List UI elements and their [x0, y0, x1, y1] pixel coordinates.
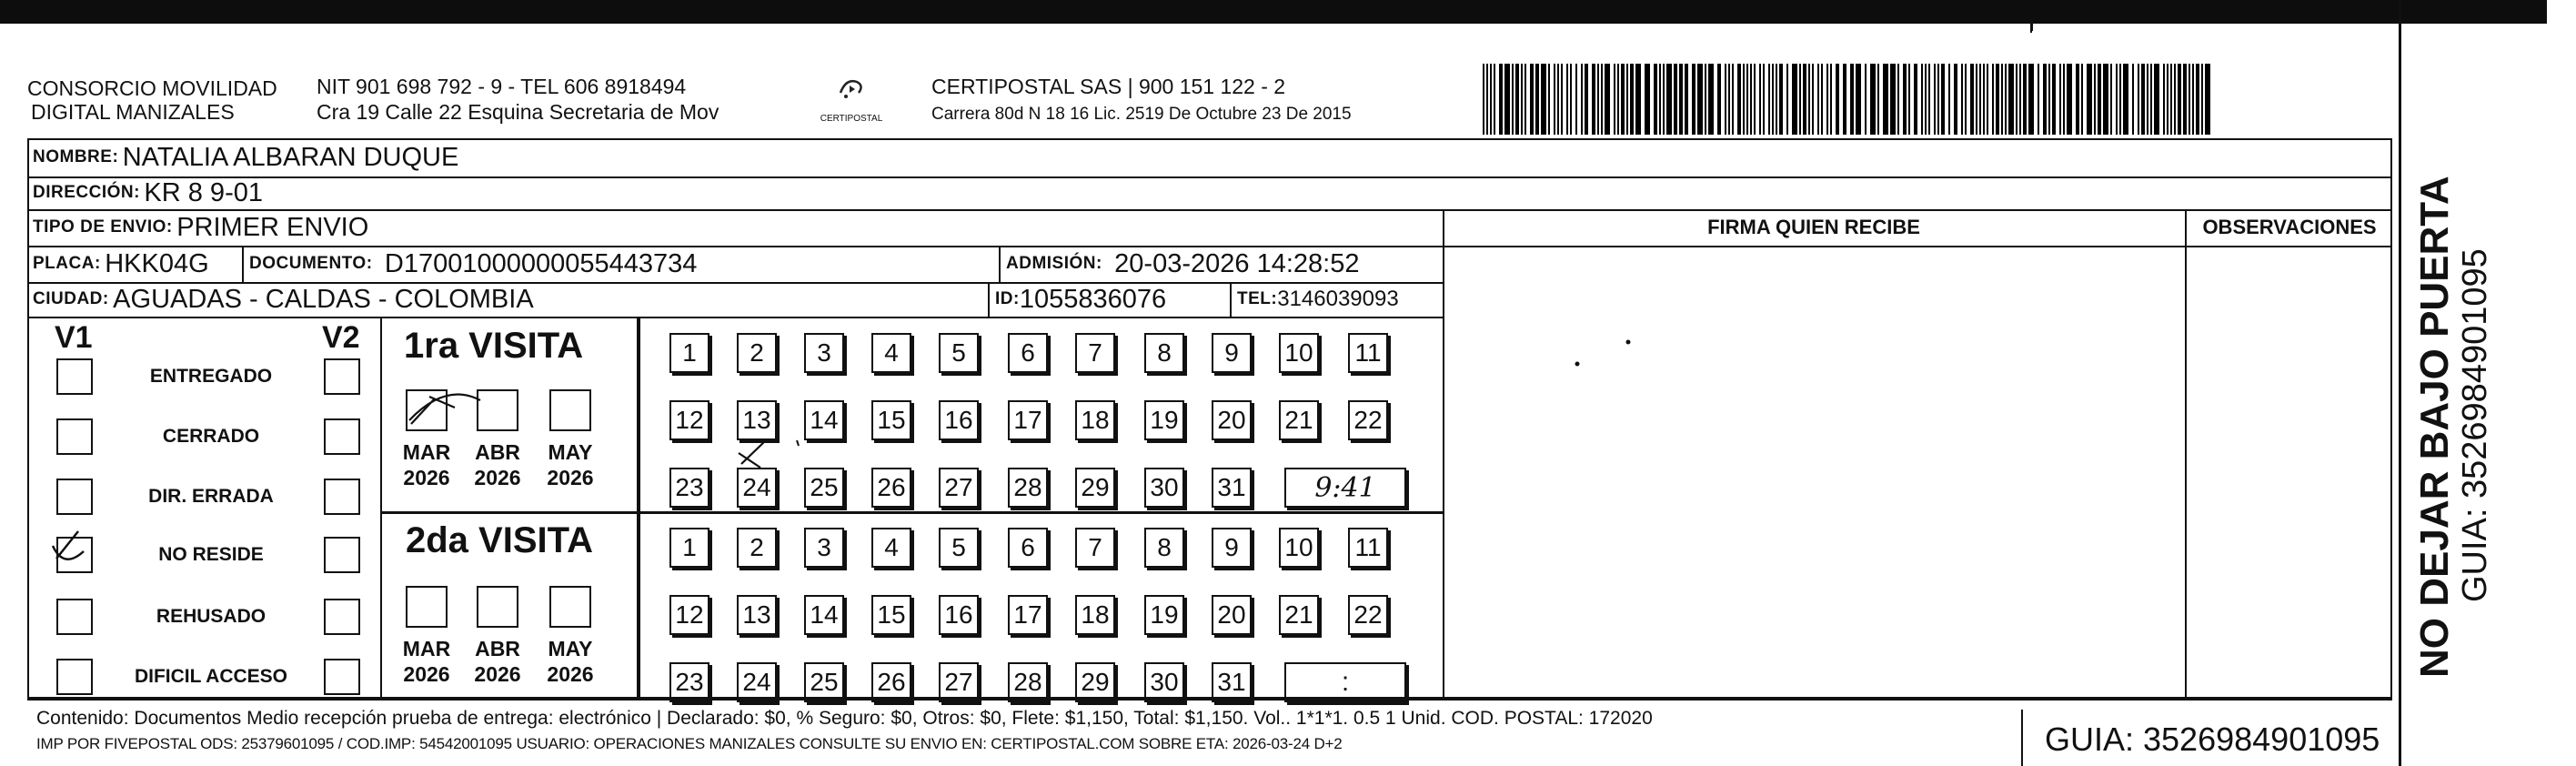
day-box[interactable]: 17 — [1008, 595, 1048, 635]
carrier-address: Carrera 80d N 18 16 Lic. 2519 De Octubre 23 De 2015 — [931, 105, 1352, 124]
day-box[interactable]: 27 — [939, 662, 979, 702]
day-box[interactable]: 6 — [1008, 333, 1048, 373]
admision-label: ADMISIÓN: — [1006, 254, 1102, 273]
day-box[interactable]: 1 — [669, 528, 709, 568]
month-label: MAR — [402, 440, 451, 464]
second-visit-title: 2da VISITA — [406, 520, 593, 560]
day-box[interactable]: 10 — [1279, 528, 1319, 568]
day-box[interactable]: 26 — [871, 468, 911, 508]
day-box[interactable]: 5 — [939, 528, 979, 568]
day-box[interactable]: 5 — [939, 333, 979, 373]
day-box[interactable]: 22 — [1348, 400, 1388, 440]
month-label: MAY — [548, 637, 593, 660]
day-box[interactable]: 16 — [939, 595, 979, 635]
documento-label: DOCUMENTO: — [249, 254, 373, 273]
day-box[interactable]: 23 — [669, 468, 709, 508]
id-label: ID: — [995, 289, 1020, 308]
id-value: 1055836076 — [1019, 284, 1167, 314]
month-label: MAY — [548, 440, 593, 464]
day-box[interactable]: 4 — [871, 333, 911, 373]
v1-header: V1 — [55, 320, 93, 355]
day-box[interactable]: 13 — [737, 400, 777, 440]
day-box[interactable]: 12 — [669, 595, 709, 635]
day-box[interactable]: 3 — [804, 333, 844, 373]
documento-value: D17001000000055443734 — [384, 248, 698, 278]
year-label: 2026 — [474, 466, 521, 489]
company-name-line2: DIGITAL MANIZALES — [31, 100, 235, 124]
day-box[interactable]: 2 — [737, 333, 777, 373]
day-box[interactable]: 20 — [1212, 400, 1252, 440]
year-label: 2026 — [403, 466, 450, 489]
year-label: 2026 — [547, 466, 594, 489]
day-box[interactable]: 6 — [1008, 528, 1048, 568]
day-box[interactable]: 11 — [1348, 333, 1388, 373]
rule — [2021, 710, 2023, 766]
nombre-value: NATALIA ALBARAN DUQUE — [122, 142, 459, 172]
day-box[interactable]: 15 — [871, 595, 911, 635]
year-label: 2026 — [403, 662, 450, 686]
logo-caption: CERTIPOSTAL — [820, 114, 883, 124]
ciudad-value: AGUADAS - CALDAS - COLOMBIA — [113, 284, 534, 314]
day-box[interactable]: 18 — [1075, 400, 1115, 440]
day-box[interactable]: 28 — [1008, 662, 1048, 702]
day-box[interactable]: 3 — [804, 528, 844, 568]
tipo-value: PRIMER ENVIO — [176, 212, 369, 242]
day-box[interactable]: 7 — [1075, 528, 1115, 568]
day-box[interactable]: 24 — [737, 468, 777, 508]
time-box[interactable]: 9:41 — [1284, 468, 1406, 508]
day-box[interactable]: 27 — [939, 468, 979, 508]
company-nit: NIT 901 698 792 - 9 - TEL 606 8918494 — [317, 75, 687, 98]
time-box[interactable]: : — [1284, 662, 1406, 702]
day-box[interactable]: 2 — [737, 528, 777, 568]
day-box[interactable]: 22 — [1348, 595, 1388, 635]
day-box[interactable]: 19 — [1144, 595, 1184, 635]
contenido-line: Contenido: Documentos Medio recepción prueba de entrega: electrónico | Declarado: $0, % Seguro: $0, Otros: $0, Flete: $1,150, Total: $1,150. Vol.. 1*1*1. 0.5 1 Unid. COD. POSTAL: 172020 — [36, 708, 1653, 729]
day-box[interactable]: 9 — [1212, 528, 1252, 568]
ciudad-label: CIUDAD: — [33, 289, 109, 308]
status-label: DIR. ERRADA — [148, 486, 274, 507]
day-box[interactable]: 19 — [1144, 400, 1184, 440]
day-box[interactable]: 30 — [1144, 468, 1184, 508]
firma-header: FIRMA QUIEN RECIBE — [1707, 216, 1920, 238]
placa-label: PLACA: — [33, 254, 101, 273]
day-box[interactable]: 9 — [1212, 333, 1252, 373]
month-label: ABR — [475, 637, 520, 660]
day-box[interactable]: 14 — [804, 400, 844, 440]
imp-line: IMP POR FIVEPOSTAL ODS: 25379601095 / COD.IMP: 54542001095 USUARIO: OPERACIONES MANIZALES CONSULTE SU ENVIO EN: CERTIPOSTAL.COM SOBRE ETA: 2026-03-24 D+2 — [36, 735, 1343, 752]
day-box[interactable]: 26 — [871, 662, 911, 702]
year-label: 2026 — [547, 662, 594, 686]
placa-value: HKK04G — [105, 248, 209, 278]
day-box[interactable]: 16 — [939, 400, 979, 440]
status-label: REHUSADO — [156, 606, 267, 627]
tipo-label: TIPO DE ENVIO: — [33, 217, 173, 237]
day-box[interactable]: 31 — [1212, 662, 1252, 702]
day-box[interactable]: 21 — [1279, 595, 1319, 635]
day-box[interactable]: 18 — [1075, 595, 1115, 635]
no-dejar-bajo-puerta: NO DEJAR BAJO PUERTA — [2412, 176, 2457, 678]
direccion-value: KR 8 9-01 — [144, 177, 263, 207]
day-box[interactable]: 29 — [1075, 662, 1115, 702]
day-box[interactable]: 29 — [1075, 468, 1115, 508]
rule — [27, 699, 2392, 700]
day-box[interactable]: 21 — [1279, 400, 1319, 440]
day-box[interactable]: 24 — [737, 662, 777, 702]
company-name-line1: CONSORCIO MOVILIDAD — [27, 76, 277, 100]
month-label: MAR — [402, 637, 451, 660]
day-box[interactable]: 31 — [1212, 468, 1252, 508]
direccion-label: DIRECCIÓN: — [33, 183, 140, 202]
status-label: ENTREGADO — [149, 366, 273, 387]
first-visit-title: 1ra VISITA — [404, 326, 584, 366]
status-label: NO RESIDE — [158, 544, 264, 565]
day-box[interactable]: 7 — [1075, 333, 1115, 373]
day-box[interactable]: 8 — [1144, 528, 1184, 568]
admision-value: 20-03-2026 14:28:52 — [1114, 248, 1360, 278]
day-box[interactable]: 12 — [669, 400, 709, 440]
carrier-name: CERTIPOSTAL SAS | 900 151 122 - 2 — [931, 75, 1286, 98]
day-box[interactable]: 4 — [871, 528, 911, 568]
day-box[interactable]: 30 — [1144, 662, 1184, 702]
day-box[interactable]: 25 — [804, 662, 844, 702]
day-box[interactable]: 28 — [1008, 468, 1048, 508]
day-box[interactable]: 25 — [804, 468, 844, 508]
day-box[interactable]: 1 — [669, 333, 709, 373]
status-label: CERRADO — [162, 426, 260, 447]
company-address: Cra 19 Calle 22 Esquina Secretaria de Mov — [317, 100, 719, 124]
day-box[interactable]: 17 — [1008, 400, 1048, 440]
day-box[interactable]: 15 — [871, 400, 911, 440]
tel-value: 3146039093 — [1277, 287, 1399, 311]
side-guia: GUIA: 3526984901095 — [2456, 248, 2494, 602]
day-box[interactable]: 8 — [1144, 333, 1184, 373]
footer-guia: GUIA: 3526984901095 — [2045, 721, 2380, 758]
day-box[interactable]: 20 — [1212, 595, 1252, 635]
month-label: ABR — [475, 440, 520, 464]
observaciones-header: OBSERVACIONES — [2202, 216, 2377, 238]
side-panel — [2403, 0, 2576, 766]
day-box[interactable]: 23 — [669, 662, 709, 702]
tel-label: TEL: — [1237, 289, 1278, 308]
v2-header: V2 — [322, 320, 360, 355]
day-box[interactable]: 10 — [1279, 333, 1319, 373]
year-label: 2026 — [474, 662, 521, 686]
nombre-label: NOMBRE: — [33, 147, 119, 166]
day-box[interactable]: 14 — [804, 595, 844, 635]
status-label: DIFICIL ACCESO — [134, 666, 287, 687]
day-box[interactable]: 13 — [737, 595, 777, 635]
day-box[interactable]: 11 — [1348, 528, 1388, 568]
